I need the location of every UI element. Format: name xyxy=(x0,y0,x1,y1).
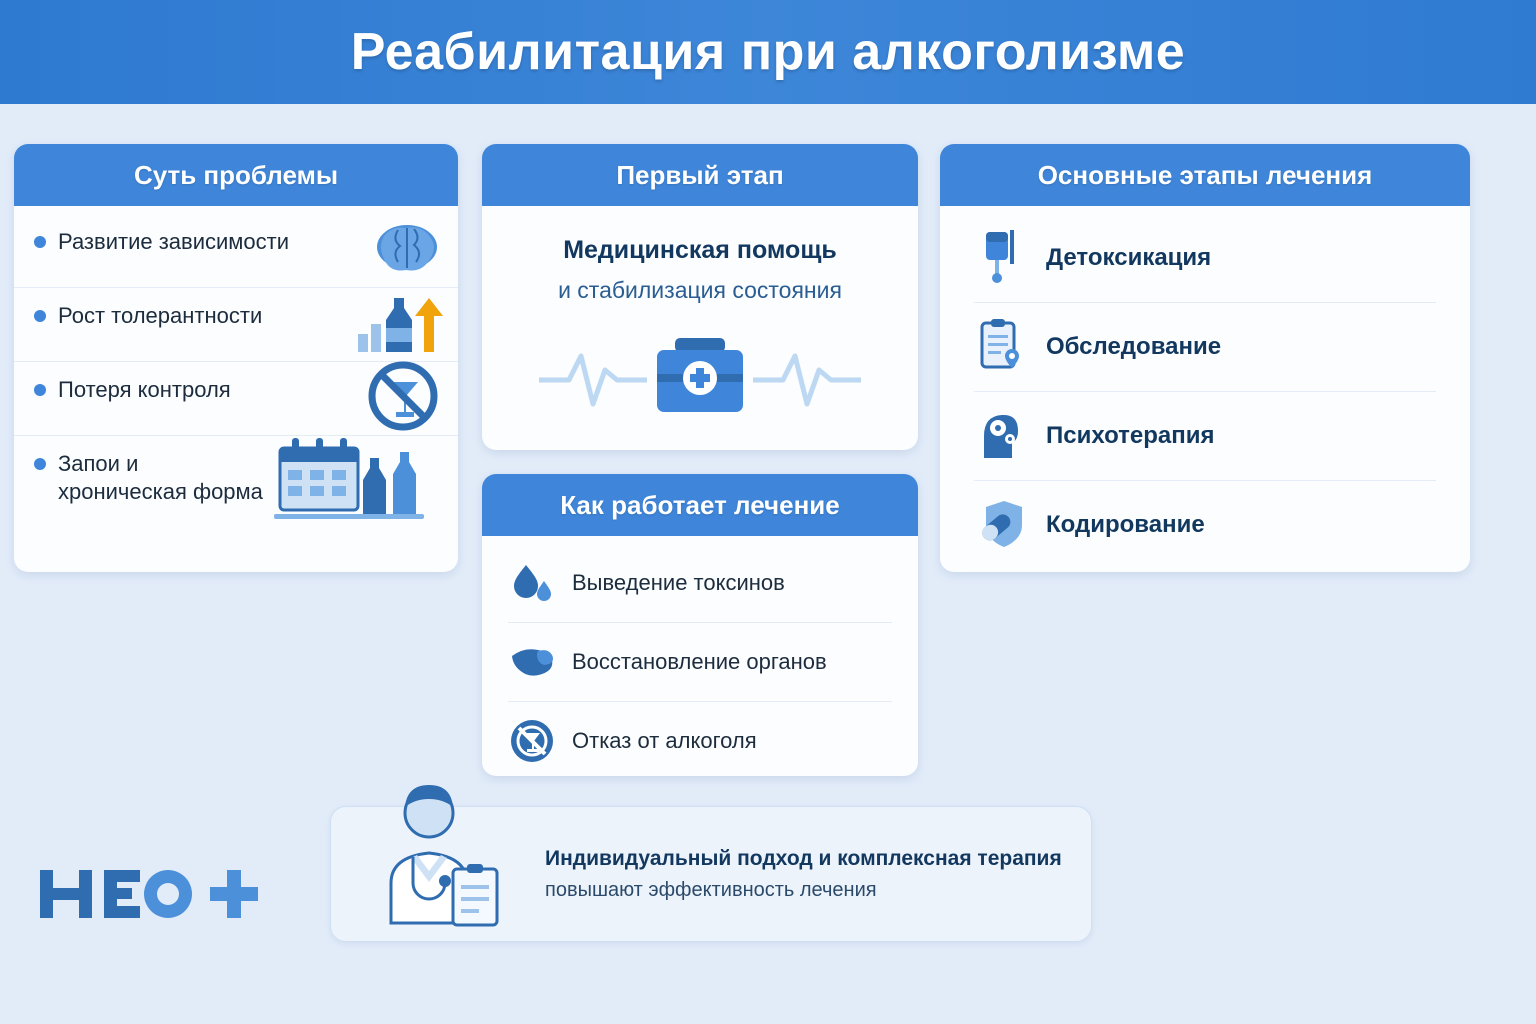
list-item xyxy=(14,436,458,510)
first-aid-kit-icon xyxy=(482,318,918,428)
list-item-label: Запои и хроническая форма xyxy=(58,451,263,504)
list-item-label: Детоксикация xyxy=(1046,244,1212,271)
footer-note-line1: Индивидуальный подход и комплексная терапия xyxy=(545,846,1062,870)
list-item xyxy=(14,288,458,362)
list-item-label: Психотерапия xyxy=(1046,422,1215,449)
card-main-stages xyxy=(940,144,1470,572)
list-item-label: Кодирование xyxy=(1046,511,1205,538)
first-stage-line1: Медицинская помощь xyxy=(563,236,837,264)
footer-note-line2: повышают эффективность лечения xyxy=(545,878,877,901)
brain-icon xyxy=(368,216,446,280)
water-drops-icon xyxy=(508,559,556,607)
card-main-stages-body xyxy=(940,206,1470,572)
doctor-with-clipboard-icon xyxy=(357,777,527,937)
list-item xyxy=(14,214,458,288)
first-stage-line2: и стабилизация состояния xyxy=(558,277,842,303)
card-first-stage-body xyxy=(482,206,918,438)
list-item xyxy=(508,544,892,623)
list-item-label: Обследование xyxy=(1046,333,1222,360)
footer-note xyxy=(330,806,1092,942)
list-item-label: Восстановление органов xyxy=(572,649,827,674)
bottle-chart-up-arrow-icon xyxy=(354,290,446,360)
list-item-label: Отказ от алкоголя xyxy=(572,728,757,753)
liver-icon xyxy=(508,638,556,686)
bullet-dot-icon xyxy=(34,458,46,470)
list-item xyxy=(974,214,1436,303)
list-item-label: Рост толерантности xyxy=(58,303,263,328)
no-alcohol-icon xyxy=(360,356,446,436)
bullet-dot-icon xyxy=(34,236,46,248)
head-gears-icon xyxy=(974,406,1026,466)
logo xyxy=(38,860,268,930)
list-item xyxy=(974,303,1436,392)
list-item-label: Развитие зависимости xyxy=(58,229,290,254)
list-item-label: Потеря контроля xyxy=(58,377,231,402)
page-header xyxy=(0,0,1536,104)
card-problem-title: Суть проблемы xyxy=(14,144,458,206)
footer-note-text xyxy=(545,847,1062,902)
card-first-stage-title: Первый этап xyxy=(482,144,918,206)
card-how-it-works xyxy=(482,474,918,776)
list-item xyxy=(974,392,1436,481)
list-item xyxy=(508,702,892,776)
card-how-it-works-title: Как работает лечение xyxy=(482,474,918,536)
card-problem xyxy=(14,144,458,572)
card-how-it-works-body xyxy=(482,536,918,776)
first-stage-text xyxy=(482,236,918,304)
list-item-label: Выведение токсинов xyxy=(572,570,785,595)
card-problem-body xyxy=(14,206,458,520)
list-item xyxy=(14,362,458,436)
card-main-stages-title: Основные этапы лечения xyxy=(940,144,1470,206)
bullet-dot-icon xyxy=(34,384,46,396)
list-item xyxy=(974,481,1436,569)
no-drink-circle-icon xyxy=(508,717,556,765)
card-first-stage xyxy=(482,144,918,450)
clipboard-checklist-icon xyxy=(974,317,1026,377)
bullet-dot-icon xyxy=(34,310,46,322)
pill-shield-icon xyxy=(974,495,1026,555)
page-title: Реабилитация при алкоголизме xyxy=(350,23,1186,81)
iv-drip-icon xyxy=(974,228,1026,288)
calendar-bottles-icon xyxy=(274,428,454,524)
list-item xyxy=(508,623,892,702)
